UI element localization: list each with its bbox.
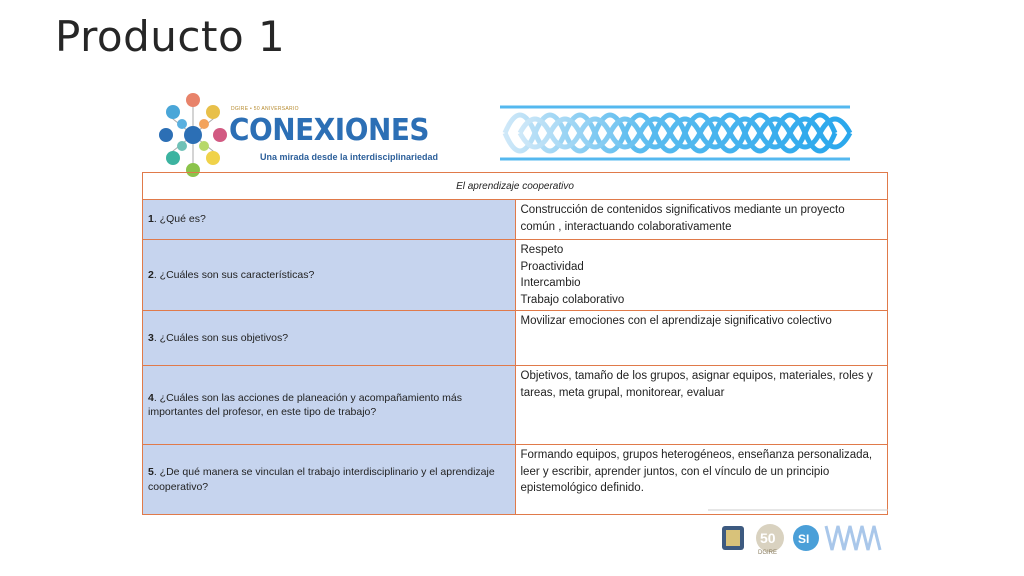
question-cell	[143, 366, 516, 445]
institutional-logos-footer	[708, 508, 888, 568]
answer-line: Formando equipos, grupos heterogéneos, enseñanza personalizada, leer y escribir, aprender juntos, con el vínculo de un principio epistemológico definido.	[520, 449, 873, 494]
question-text: . ¿De qué manera se vinculan el trabajo interdisciplinario y el aprendizaje cooperativo?	[148, 466, 495, 493]
badge-50-text: 50	[760, 530, 776, 546]
question-cell	[143, 200, 516, 240]
answer-cell	[515, 200, 888, 240]
dgire-50-badge-icon	[756, 524, 784, 556]
unam-crest-icon	[722, 526, 744, 550]
cooperative-learning-table	[142, 172, 888, 515]
logo-subtitle: Una mirada desde la interdisciplinariedad	[260, 152, 439, 162]
question-number: 1	[148, 213, 154, 226]
badge-si-text: SI	[798, 532, 810, 546]
question-number: 5	[148, 466, 154, 478]
answer-line: Trabajo colaborativo	[520, 293, 625, 306]
question-cell	[143, 445, 516, 515]
answer-cell	[515, 240, 888, 311]
answer-line: Proactividad	[520, 260, 584, 273]
table-row	[143, 200, 888, 240]
question-cell	[143, 240, 516, 311]
answer-line: Objetivos, tamaño de los grupos, asignar equipos, materiales, roles y tareas, meta grupal, monitorear, evaluar	[520, 370, 873, 399]
answer-line: Respeto	[520, 244, 564, 256]
question-text: . ¿Qué es?	[153, 213, 206, 226]
answer-cell	[515, 311, 888, 366]
question-cell	[143, 311, 516, 366]
table-header: El aprendizaje cooperativo	[143, 173, 888, 200]
table-row	[143, 445, 888, 515]
table-row	[143, 366, 888, 445]
si-badge-icon	[793, 525, 819, 551]
answer-line: Construcción de contenidos significativos mediante un proyecto común , interactuando colaborativamente	[520, 204, 845, 233]
question-number: 4	[148, 391, 154, 404]
question-text: . ¿Cuáles son sus objetivos?	[153, 331, 289, 344]
answer-line: Movilizar emociones con el aprendizaje significativo colectivo	[520, 315, 832, 327]
table-row	[143, 240, 888, 311]
table-row	[143, 311, 888, 366]
answer-cell	[515, 366, 888, 445]
answer-cell	[515, 445, 888, 515]
answer-line: Intercambio	[520, 277, 581, 289]
question-text: . ¿Cuáles son las acciones de planeación y acompañamiento más importantes del profesor, en este tipo de trabajo?	[148, 391, 463, 418]
badge-dgire-text: DGIRE	[758, 550, 778, 556]
decorative-wave-pattern	[495, 97, 855, 169]
question-text: . ¿Cuáles son sus características?	[153, 268, 315, 281]
slide-title: Producto 1	[55, 12, 286, 61]
logo-small-text: DGIRE • 50 ANIVERSARIO	[231, 106, 299, 112]
question-number: 3	[148, 331, 154, 344]
wave-brand-icon	[826, 526, 880, 550]
question-number: 2	[148, 268, 154, 281]
logo-title: CONEXIONES	[229, 113, 430, 148]
